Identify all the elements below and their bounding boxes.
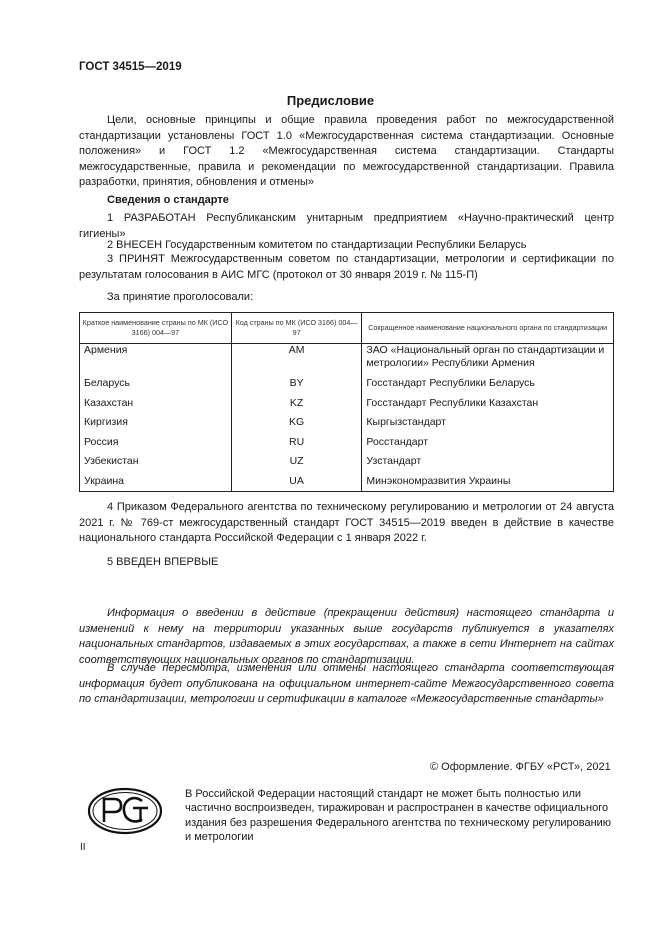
table-row [80,472,614,492]
table-row [80,394,614,414]
country-cell: Узбекистан [80,452,232,472]
page-title: Предисловие [286,93,375,108]
item-4: 4 Приказом Федерального агентства по техническому регулированию и метрологии от 24 августа 2021 г. № 769-ст межгосударственный стандарт ГОСТ 34515—2019 введен в действие в качестве национального стандарта Российской Федерации с 1 января 2022 г. [79,501,614,545]
country-cell: Россия [80,433,232,453]
table-row [80,433,614,453]
header-code: Код страны по МК (ИСО 3166) 004—97 [231,313,362,344]
rst-logo-icon [86,786,164,841]
intro-paragraph: Цели, основные принципы и общие правила проведения работ по межгосударственной стандартизации установлены ГОСТ 1.0 «Межгосударственная система стандартизации. Основные положения» и ГОСТ 1.2 «Межгосударственная система стандартизации. Стандарты межгосударственные, правила и рекомендации по межгосударственной стандартизации. Правила разработки, принятия, обновления и отмены» [79,114,614,189]
body-cell: Росстандарт [362,433,614,453]
info-heading: Сведения о стандарте [107,194,229,206]
body-cell: Узстандарт [362,452,614,472]
code-cell: AM [231,344,362,375]
header-country: Краткое наименование страны по МК (ИСО 3166) 004—97 [80,313,232,344]
page-number: II [80,842,86,853]
code-cell: KG [231,413,362,433]
table-row [80,452,614,472]
table-row [80,374,614,394]
body-cell: Госстандарт Республики Беларусь [362,374,614,394]
notice-paragraph-1: Информация о введении в действие (прекращении действия) настоящего стандарта и изменений к нему на территории указанных выше государств публикуется в указателях национальных стандартов, издаваемых в этих государствах, а также в сети Интернет на сайтах соответствующих национальных органов по стандартизации. [79,607,614,666]
item-2: 2 ВНЕСЕН Государственным комитетом по стандартизации Республики Беларусь [107,239,527,251]
item-1: 1 РАЗРАБОТАН Республиканским унитарным предприятием «Научно-практический центр гигиены» [79,212,614,240]
code-cell: UZ [231,452,362,472]
body-cell: Госстандарт Республики Казахстан [362,394,614,414]
body-cell: Минэкономразвития Украины [362,472,614,492]
copyright: © Оформление. ФГБУ «РСТ», 2021 [430,761,611,773]
item-3: 3 ПРИНЯТ Межгосударственным советом по стандартизации, метрологии и сертификации по результатам голосования в АИС МГС (протокол от 30 января 2019 г. № 115-П) [79,253,614,281]
rights-notice: В Российской Федерации настоящий стандарт не может быть полностью или частично воспроизведен, тиражирован и распространен в качестве официального издания без разрешения Федерального агентства по техническому регулированию и метрологии [185,788,612,844]
body-cell: ЗАО «Национальный орган по стандартизации и метрологии» Республики Армения [362,344,614,375]
notice-paragraph-2: В случае пересмотра, изменения или отмены настоящего стандарта соответствующая информация будет опубликована на официальном интернет-сайте Межгосударственного совета по стандартизации, метрологии и сертификации в каталоге «Межгосударственные стандарты» [79,662,614,706]
country-cell: Украина [80,472,232,492]
document-code: ГОСТ 34515—2019 [79,61,182,73]
table-row [80,413,614,433]
table-row [80,344,614,375]
country-cell: Казахстан [80,394,232,414]
code-cell: KZ [231,394,362,414]
body-cell: Кыргызстандарт [362,413,614,433]
code-cell: RU [231,433,362,453]
country-cell: Киргизия [80,413,232,433]
vote-label: За принятие проголосовали: [107,291,254,303]
header-body: Сокращенное наименование национального органа по стандартизации [362,313,614,344]
code-cell: UA [231,472,362,492]
item-5: 5 ВВЕДЕН ВПЕРВЫЕ [107,556,219,568]
code-cell: BY [231,374,362,394]
voting-table [79,312,614,492]
country-cell: Беларусь [80,374,232,394]
table-header-row [80,313,614,344]
country-cell: Армения [80,344,232,375]
